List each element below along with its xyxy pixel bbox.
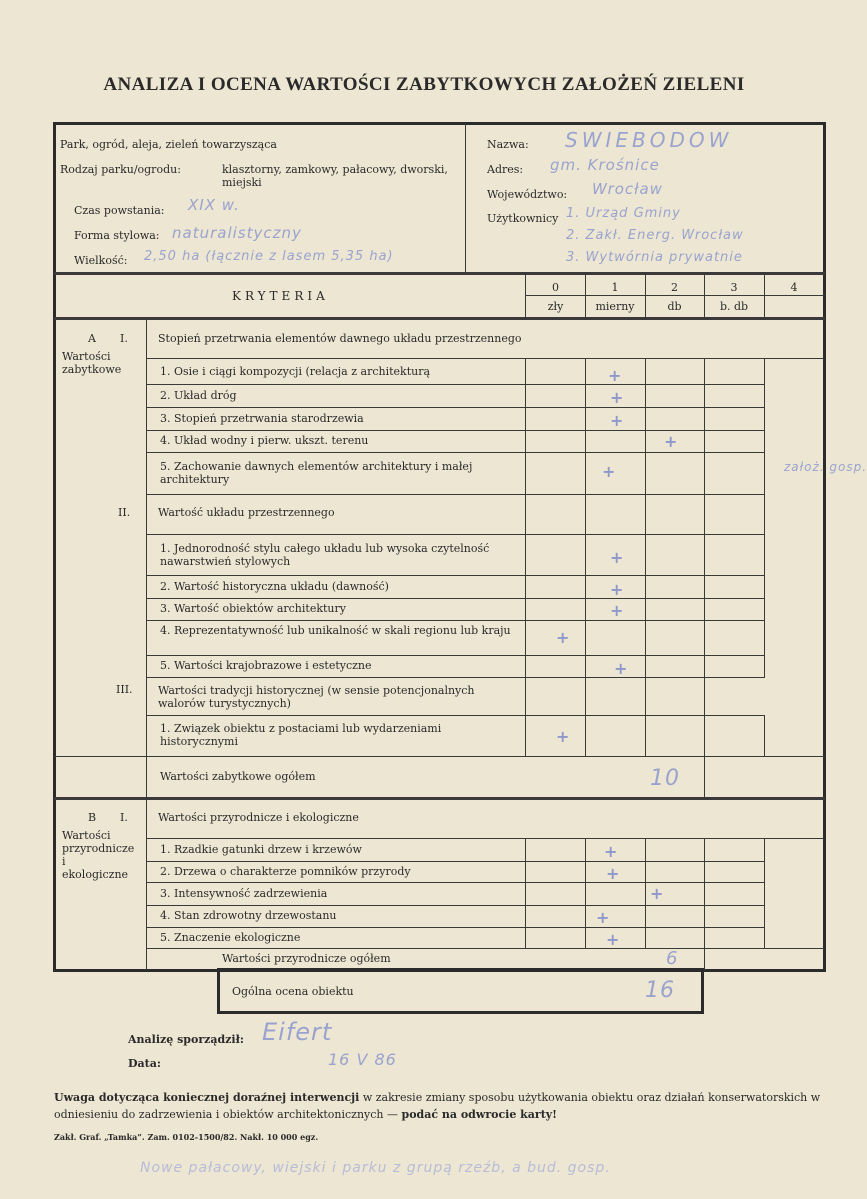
b1-row-5: 5. Znaczenie ekologiczne [160,931,301,944]
wojewodztwo-value: Wrocław [592,180,663,198]
a1-row-2-mark: + [610,388,624,407]
uwaga-prefix: Uwaga dotycząca koniecznej doraźnej interwencji [54,1091,360,1104]
margin-note: założ. gosp. [784,460,867,474]
score-2: 2 [671,281,678,294]
uzytkownicy-line-3: 3. Wytwórnia prywatnie [566,250,743,265]
data-label: Data: [128,1057,161,1070]
a2-row-2-mark: + [610,580,624,599]
score-label-3: b. db [719,300,749,313]
imprint: Zakł. Graf. „Tamka”. Zam. 0102-1500/82. Nakł. 10 000 egz. [54,1132,319,1142]
b1-row-3: 3. Intensywność zadrzewienia [160,887,328,900]
score-label-0: zły [547,300,564,313]
a2-row-3-mark: + [610,601,624,620]
score-3: 3 [730,281,738,294]
overall-value: 16 [645,978,675,1003]
a1-row-1: 1. Osie i ciągi kompozycji (relacja z architekturą [160,365,431,378]
rodzaj-label: Rodzaj parku/ogrodu: [60,163,181,176]
score-1: 1 [611,281,619,294]
a2-row-3: 3. Wartość obiektów architektury [160,602,346,615]
b1-row-5-mark: + [606,930,620,949]
a2-title: Wartość układu przestrzennego [158,506,335,519]
b-total-label: Wartości przyrodnicze ogółem [222,952,391,965]
a1-row-3-mark: + [610,411,624,430]
uwaga-middle: w zakresie zmiany sposobu użytkowania obiektu oraz działań konserwatorskich w odniesieniu do zadrzewienia i obiektów architektonicznych — [54,1091,821,1121]
a3-title: Wartości tradycji historycznej (w sensie potencjonalnych walorów turystycznych) [158,684,475,710]
nazwa-value: SWIEBODOW [565,128,733,152]
a1-row-5: 5. Zachowanie dawnych elementów architektury i małej architektury [160,460,473,486]
czas-label: Czas powstania: [74,204,165,217]
b1-row-2: 2. Drzewa o charakterze pomników przyrody [160,865,411,878]
a1-row-4: 4. Układ wodny i pierw. ukszt. terenu [160,434,369,447]
a-total-label: Wartości zabytkowe ogółem [160,770,316,783]
a1-row-4-mark: + [664,432,678,451]
b1-title: Wartości przyrodnicze i ekologiczne [158,811,359,824]
b1-row-1: 1. Rzadkie gatunki drzew i krzewów [160,843,362,856]
section-a2-roman: II. [118,506,131,519]
b1-row-2-mark: + [606,864,620,883]
section-a-letter: A [88,332,96,345]
uwaga-suffix: podać na odwrocie karty! [401,1108,558,1121]
park-type-label: Park, ogród, aleja, zieleń towarzysząca [60,138,277,151]
document-title: ANALIZA I OCENA WARTOŚCI ZABYTKOWYCH ZAŁOŻEŃ ZIELENI [103,74,745,95]
forma-label: Forma stylowa: [74,229,160,242]
a1-row-5-mark: + [602,462,616,481]
adres-value: gm. Krośnice [550,156,660,174]
analize-label: Analizę sporządził: [128,1033,244,1046]
data-value: 16 V 86 [328,1050,397,1069]
analize-value: Eifert [262,1018,333,1046]
a1-title: Stopień przetrwania elementów dawnego układu przestrzennego [158,332,522,345]
a-total-value: 10 [650,766,680,791]
wielkosc-label: Wielkość: [74,254,128,267]
czas-value: XIX w. [188,196,240,214]
a1-row-3: 3. Stopień przetrwania starodrzewia [160,412,364,425]
a3-row-1: 1. Związek obiektu z postaciami lub wydarzeniami historycznymi [160,722,442,748]
section-b-letter: B [88,811,97,824]
section-b-name: Wartości przyrodnicze i ekologiczne [62,829,135,881]
b1-row-3-mark: + [650,884,664,903]
a2-row-1: 1. Jednorodność stylu całego układu lub wysoka czytelność nawarstwień stylowych [160,542,490,568]
section-a-roman: I. [120,332,128,345]
a2-row-1-mark: + [610,548,624,567]
b-total-value: 6 [666,948,679,969]
score-0: 0 [552,281,559,294]
a1-row-1-mark: + [608,366,622,385]
forma-value: naturalistyczny [172,224,302,242]
bottom-note: Nowe pałacowy, wiejski i parku z grupą rzeźb, a bud. gosp. [140,1160,611,1176]
adres-label: Adres: [487,163,524,176]
nazwa-label: Nazwa: [487,138,529,151]
a2-row-5: 5. Wartości krajobrazowe i estetyczne [160,659,372,672]
a2-row-2: 2. Wartość historyczna układu (dawność) [160,580,389,593]
wojewodztwo-label: Województwo: [487,188,568,201]
section-a-name: Wartości zabytkowe [62,350,122,376]
b1-row-1-mark: + [604,842,618,861]
score-label-2: db [667,300,682,313]
a2-row-5-mark: + [614,659,628,678]
uzytkownicy-label: Użytkownicy [487,212,559,225]
uzytkownicy-line-2: 2. Zakł. Energ. Wrocław [566,228,744,243]
a2-row-4-mark: + [556,628,570,647]
a1-row-2: 2. Układ dróg [160,389,237,402]
section-a3-roman: III. [116,683,133,696]
wielkosc-value: 2,50 ha (łącznie z lasem 5,35 ha) [144,249,394,264]
uwaga-note [54,1089,828,1123]
score-4: 4 [790,281,798,294]
overall-label: Ogólna ocena obiektu [232,985,354,998]
b1-row-4: 4. Stan zdrowotny drzewostanu [160,909,337,922]
b1-row-4-mark: + [596,908,610,927]
score-label-1: mierny [595,300,635,313]
section-b-roman: I. [120,811,128,824]
rodzaj-options: klasztorny, zamkowy, pałacowy, dworski, miejski [222,163,448,189]
uzytkownicy-line-1: 1. Urząd Gminy [566,206,681,221]
a3-row-1-mark: + [556,727,570,746]
a2-row-4: 4. Reprezentatywność lub unikalność w skali regionu lub kraju [160,624,511,637]
kryteria-label: KRYTERIA [232,289,329,303]
